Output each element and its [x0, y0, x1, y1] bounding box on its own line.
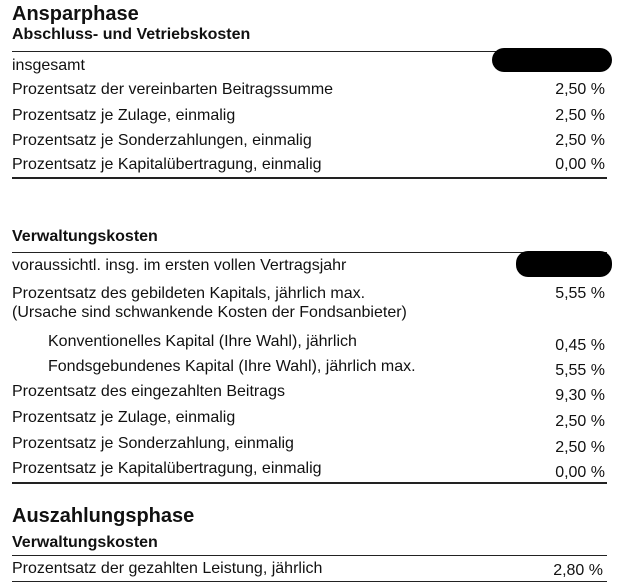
verwaltung-row-zulage [12, 408, 607, 428]
row-value: 2,50 % [555, 439, 605, 456]
abschluss-row-beitragssumme [12, 80, 607, 100]
redaction-mark [492, 48, 612, 72]
row-value: 2,50 % [555, 107, 605, 124]
row-label: Prozentsatz je Kapitalübertragung, einmalig [12, 156, 322, 173]
row-value: 5,55 % [555, 285, 605, 302]
row-label: Prozentsatz des gebildeten Kapitals, jährlich max. [12, 285, 366, 302]
auszahlung-verwaltung-title: Verwaltungskosten [12, 534, 158, 551]
row-value: 9,30 % [555, 387, 605, 404]
abschluss-footer-rule [12, 177, 607, 179]
abschluss-row-zulage [12, 106, 607, 126]
auszahlung-header-rule [12, 555, 607, 556]
row-value: 0,00 % [555, 464, 605, 481]
verwaltung-footer-rule [12, 482, 607, 484]
row-label: Prozentsatz je Sonderzahlungen, einmalig [12, 132, 312, 149]
verwaltung-header-rule [12, 252, 607, 253]
row-value: 0,45 % [555, 337, 605, 354]
auszahlungsphase-title: Auszahlungsphase [12, 505, 195, 527]
auszahlung-row-gezahlte-leistung [12, 559, 607, 579]
abschluss-row-kapitaluebertragung [12, 155, 607, 175]
verwaltung-row-eingezahlter-beitrag [12, 382, 607, 402]
row-label: Prozentsatz je Zulage, einmalig [12, 107, 236, 124]
row-label: Prozentsatz je Kapitalübertragung, einmalig [12, 460, 322, 477]
row-label: Prozentsatz der gezahlten Leistung, jährlich [12, 560, 323, 577]
verwaltung-row-kapitaluebertragung [12, 459, 607, 479]
row-label: Prozentsatz je Zulage, einmalig [12, 409, 236, 426]
redaction-mark [516, 251, 612, 277]
row-value: 0,00 % [555, 156, 605, 173]
row-label: Fondsgebundenes Kapital (Ihre Wahl), jährlich max. [48, 358, 416, 375]
row-label: insgesamt [12, 57, 85, 74]
row-value: 2,80 % [553, 562, 603, 579]
row-value: 2,50 % [555, 81, 605, 98]
abschluss-row-sonderzahlungen [12, 131, 607, 151]
verwaltung-row-fondsgebunden [12, 357, 607, 377]
row-label: Konventionelles Kapital (Ihre Wahl), jährlich [48, 333, 357, 350]
row-label: Prozentsatz der vereinbarten Beitragssumme [12, 81, 334, 98]
ansparphase-title: Ansparphase [12, 3, 139, 25]
auszahlung-footer-rule [12, 581, 607, 582]
verwaltung-section-title: Verwaltungskosten [12, 228, 158, 245]
row-label: voraussichtl. insg. im ersten vollen Vertragsjahr [12, 257, 347, 274]
row-value: 2,50 % [555, 413, 605, 430]
verwaltung-row-konventionell [12, 332, 607, 352]
row-label-note: (Ursache sind schwankende Kosten der Fondsanbieter) [12, 304, 407, 321]
verwaltung-row-sonderzahlung [12, 434, 607, 454]
row-value: 2,50 % [555, 132, 605, 149]
row-label: Prozentsatz je Sonderzahlung, einmalig [12, 435, 294, 452]
abschluss-section-title: Abschluss- und Vetriebskosten [12, 26, 251, 43]
verwaltung-row-gebildetes-kapital [12, 284, 607, 324]
row-label: Prozentsatz des eingezahlten Beitrags [12, 383, 286, 400]
row-value: 5,55 % [555, 362, 605, 379]
